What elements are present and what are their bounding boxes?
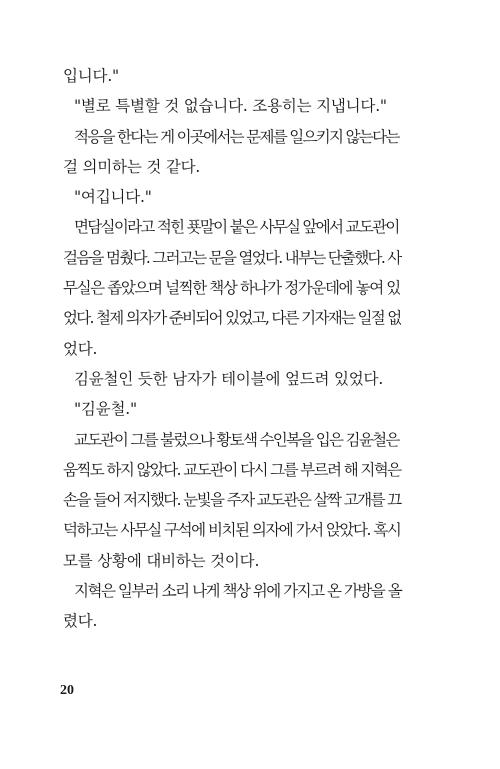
text-line: 렸다. (63, 612, 98, 631)
body-text (63, 61, 401, 637)
text-line: 무실은 좁았으며 널찍한 책상 하나가 정가운데에 놓여 있 (63, 279, 400, 298)
text-line: 움찍도 하지 않았다. 교도관이 다시 그를 부르려 해 지혁은 (63, 460, 401, 479)
text-line: 손을 들어 저지했다. 눈빛을 주자 교도관은 살짝 고개를 끄 (63, 491, 401, 510)
text-line: 었다. (63, 339, 98, 358)
text-line: 었다. 철제 의자가 준비되어 있었고, 다른 기자재는 일절 없 (63, 309, 401, 328)
text-line: 걸음을 멈췄다. 그러고는 문을 열었다. 내부는 단출했다. 사 (63, 248, 401, 267)
text-line: 지혁은 일부러 소리 나게 책상 위에 가지고 온 가방을 올 (74, 582, 402, 601)
text-line: 적응을 한다는 게 이곳에서는 문제를 일으키지 않는다는 (74, 127, 399, 146)
text-line: 모를 상황에 대비하는 것이다. (63, 551, 260, 570)
text-line: "여깁니다." (74, 188, 152, 207)
text-line: 걸 의미하는 것 같다. (63, 157, 201, 176)
text-line: 덕하고는 사무실 구석에 비치된 의자에 가서 앉았다. 혹시 (63, 521, 401, 540)
text-line: "김윤철." (74, 400, 137, 419)
text-line: 입니다." (63, 67, 119, 85)
text-line: 교도관이 그를 불렀으나 황토색 수인복을 입은 김윤철은 (74, 430, 399, 449)
page-number: 20 (60, 683, 74, 698)
text-line: 면담실이라고 적힌 푯말이 붙은 사무실 앞에서 교도관이 (74, 218, 399, 237)
text-line: 김윤철인 듯한 남자가 테이블에 엎드려 있었다. (74, 369, 384, 388)
text-line: "별로 특별할 것 없습니다. 조용히는 지냅니다." (74, 97, 387, 116)
